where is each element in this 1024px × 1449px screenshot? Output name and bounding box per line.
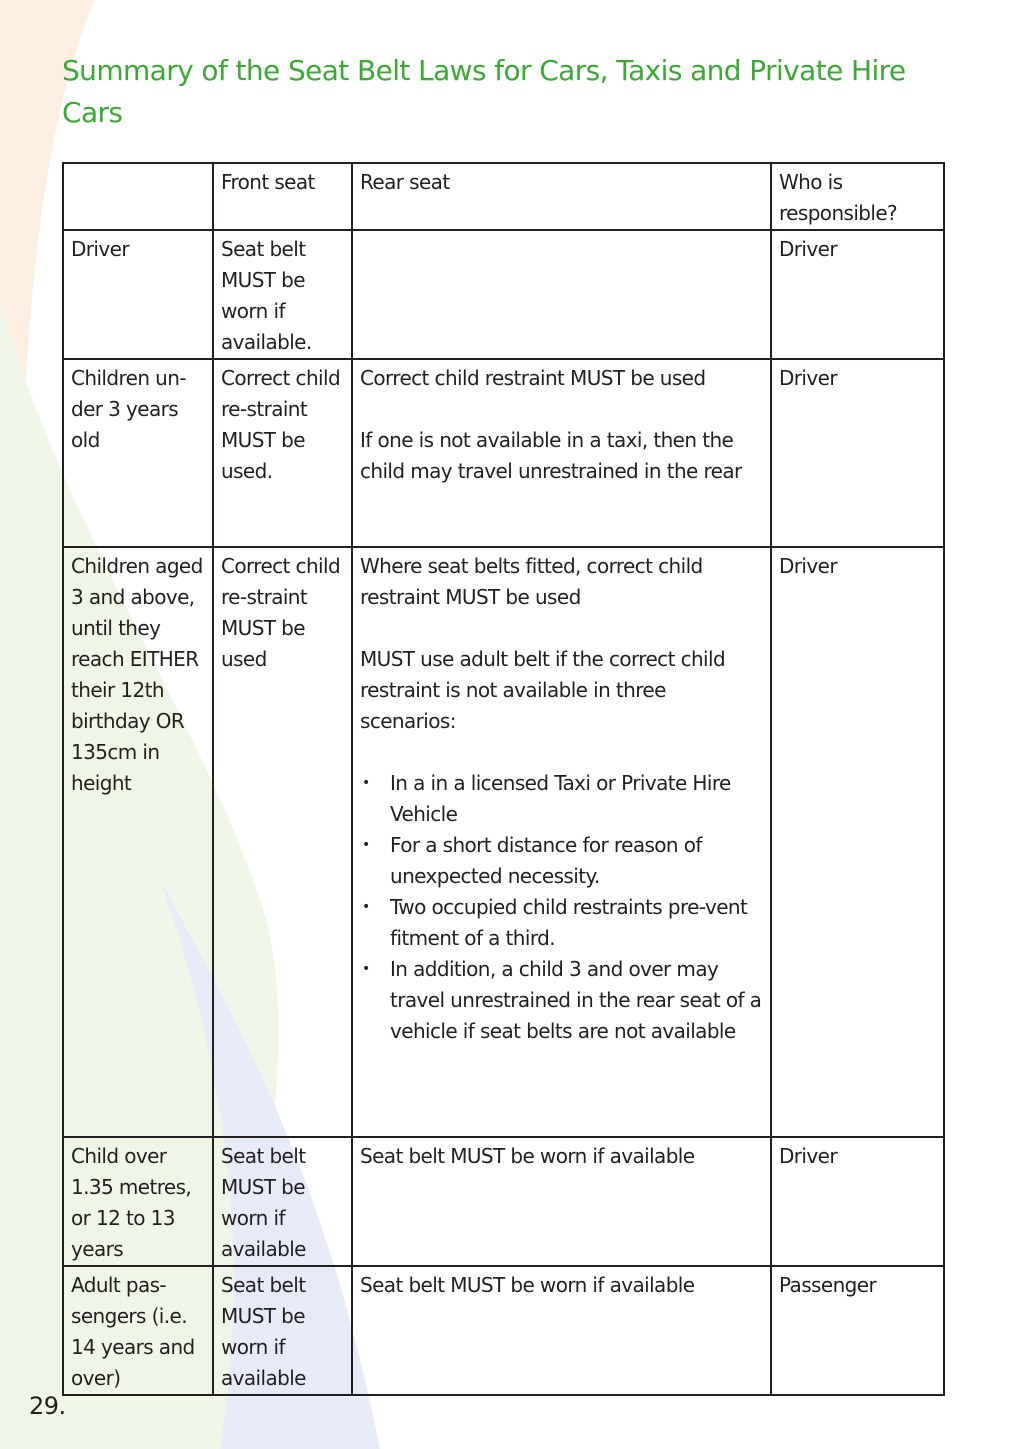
header-rear-seat: Rear seat [352, 163, 771, 230]
list-item-text: For a short distance for reason of unexpected necessity. [390, 833, 702, 888]
category-cell: Children un-der 3 years old [63, 359, 213, 547]
bullet-icon: • [362, 775, 370, 791]
table-row [63, 547, 944, 1137]
header-responsible: Who is responsible? [771, 163, 944, 230]
scenario-list [360, 768, 764, 1047]
list-item-text: In addition, a child 3 and over may travel unrestrained in the rear seat of a vehicle if seat belts are not available [390, 957, 762, 1043]
rear-seat-cell [352, 547, 771, 1137]
rear-seat-paragraph: MUST use adult belt if the correct child restraint is not available in three scenarios: [360, 647, 726, 733]
category-cell: Children aged 3 and above, until they reach EITHER their 12th birthday OR 135cm in height [63, 547, 213, 1137]
table-row [63, 230, 944, 359]
rear-seat-cell: Seat belt MUST be worn if available [352, 1266, 771, 1395]
front-seat-cell: Correct child re-straint MUST be used. [213, 359, 352, 547]
rear-seat-cell: Seat belt MUST be worn if available [352, 1137, 771, 1266]
responsible-cell: Passenger [771, 1266, 944, 1395]
category-cell: Adult pas-sengers (i.e. 14 years and over) [63, 1266, 213, 1395]
list-item-text: Two occupied child restraints pre-vent fitment of a third. [390, 895, 748, 950]
list-item [360, 768, 764, 830]
bullet-icon: • [362, 899, 370, 915]
page-title: Summary of the Seat Belt Laws for Cars, Taxis and Private Hire Cars [62, 54, 906, 129]
category-cell: Driver [63, 230, 213, 359]
table-row [63, 1266, 944, 1395]
page-number: 29. [29, 1392, 66, 1420]
rear-seat-cell [352, 359, 771, 547]
list-item [360, 830, 764, 892]
front-seat-cell: Seat belt MUST be worn if available. [213, 230, 352, 359]
list-item [360, 954, 764, 1047]
bullet-icon: • [362, 961, 370, 977]
rear-seat-cell [352, 230, 771, 359]
rear-seat-paragraph: Correct child restraint MUST be used [360, 366, 706, 390]
table-row [63, 1137, 944, 1266]
responsible-cell: Driver [771, 1137, 944, 1266]
header-category [63, 163, 213, 230]
front-seat-cell: Seat belt MUST be worn if available [213, 1137, 352, 1266]
header-front-seat: Front seat [213, 163, 352, 230]
front-seat-cell: Correct child re-straint MUST be used [213, 547, 352, 1137]
responsible-cell: Driver [771, 230, 944, 359]
front-seat-cell: Seat belt MUST be worn if available [213, 1266, 352, 1395]
list-item-text: In a in a licensed Taxi or Private Hire Vehicle [390, 771, 731, 826]
category-cell: Child over 1.35 metres, or 12 to 13 years [63, 1137, 213, 1266]
responsible-cell: Driver [771, 359, 944, 547]
seat-belt-laws-table [62, 162, 945, 1396]
rear-seat-paragraph: Where seat belts fitted, correct child restraint MUST be used [360, 554, 703, 609]
bullet-icon: • [362, 837, 370, 853]
list-item [360, 892, 764, 954]
table-header-row [63, 163, 944, 230]
rear-seat-paragraph: If one is not available in a taxi, then the child may travel unrestrained in the rear [360, 428, 742, 483]
responsible-cell: Driver [771, 547, 944, 1137]
table-row [63, 359, 944, 547]
